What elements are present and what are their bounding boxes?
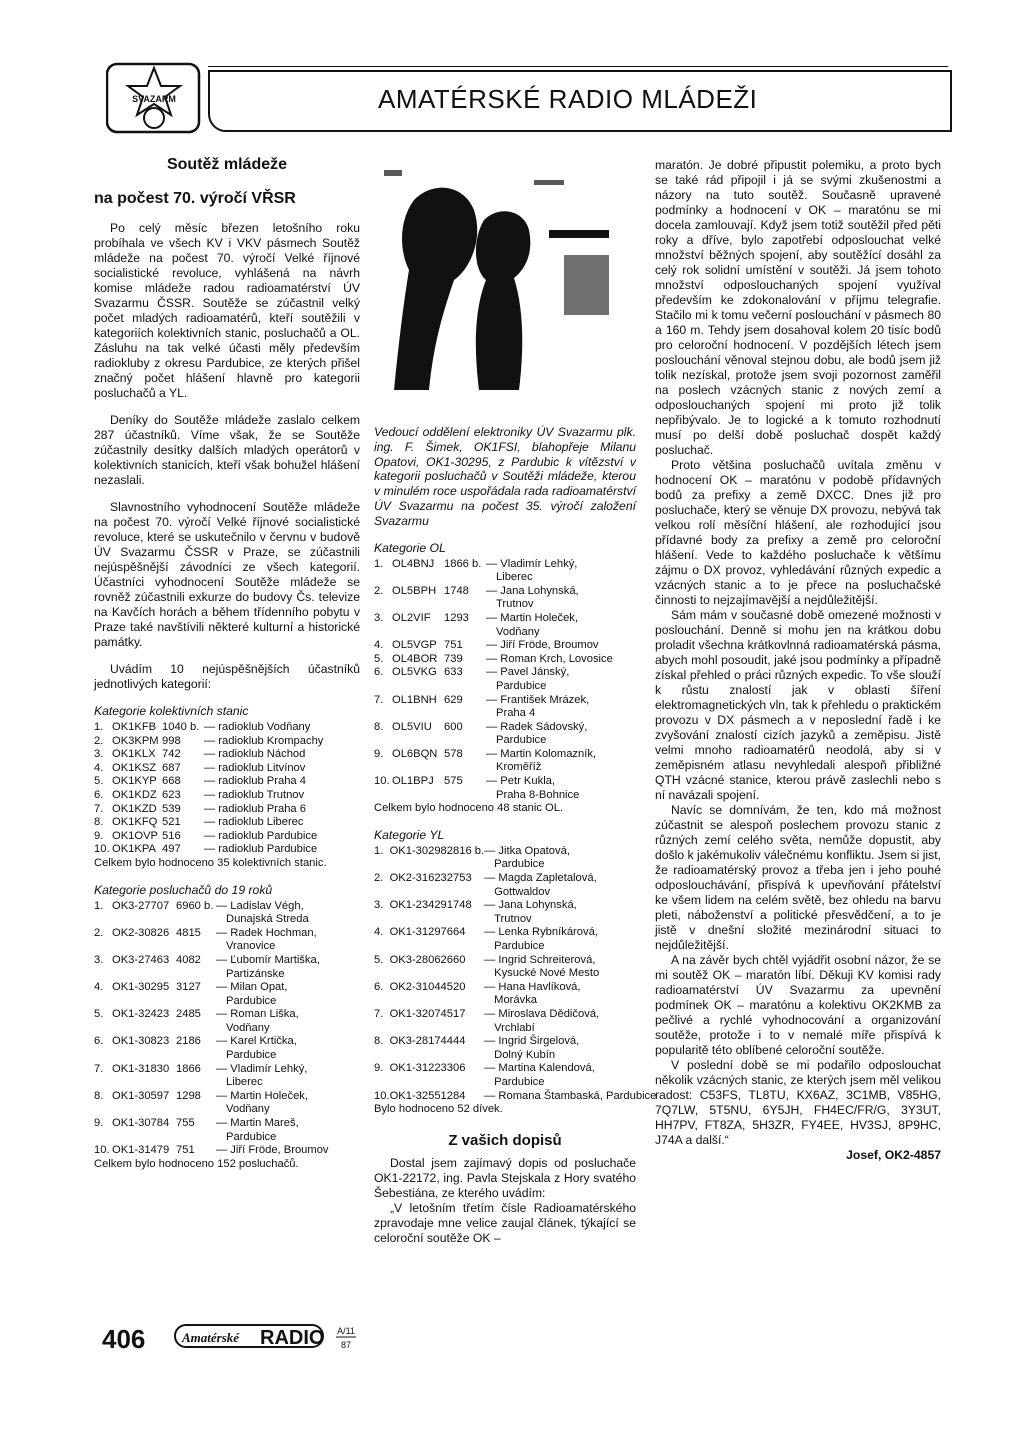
name-cell: — radioklub Pardubice	[204, 829, 318, 842]
name-cell: — Martin Mareš,	[216, 1117, 299, 1130]
table-row	[374, 872, 656, 886]
city-cell: Pardubice	[494, 1075, 545, 1088]
table-row-continuation	[374, 734, 636, 748]
callsign-cell: OL1BPJ	[392, 775, 434, 788]
article-title-line2: na počest 70. výročí VŘSR	[94, 190, 296, 207]
table-row	[94, 954, 356, 968]
rank-cell: 1.	[374, 557, 384, 570]
rank-cell: 2.	[374, 872, 384, 885]
table-row	[94, 735, 354, 749]
city-cell: Dunajská Streda	[226, 913, 309, 926]
callsign-cell: OK1-32423	[112, 1008, 170, 1021]
callsign-cell: OK3-27463	[112, 953, 170, 966]
name-cell: — Jiří Fröde, Broumov	[486, 639, 599, 652]
issue-year: 87	[340, 1340, 352, 1350]
city-cell: Kroměříž	[496, 761, 542, 774]
letters-intro: Dostal jsem zajímavý dopis od posluchače OK1-22172, ing. Pavla Stejskala z Hory svatého Šebestiána, ze kterého uvádím:	[374, 1155, 636, 1200]
name-cell: — František Mrázek,	[486, 693, 590, 706]
name-cell: — Ladislav Végh,	[216, 899, 304, 912]
poslu-table	[94, 900, 356, 1158]
rank-cell: 3.	[94, 953, 104, 966]
rank-cell: 7.	[94, 1062, 104, 1075]
yl-table	[374, 845, 656, 1103]
rank-cell: 6.	[94, 788, 104, 801]
name-cell: — Vladimír Lehký,	[486, 557, 578, 570]
points-cell: 517	[446, 1007, 466, 1020]
header-rule	[208, 66, 948, 67]
table-row-continuation	[374, 707, 636, 721]
points-cell: 3127	[176, 981, 201, 994]
left-column	[94, 155, 360, 1171]
points-cell: 751	[444, 639, 463, 652]
callsign-cell: OK1-30597	[112, 1089, 170, 1102]
points-cell: 633	[444, 666, 463, 679]
article-para2: Deníky do Soutěže mládeže zaslalo celkem 287 účastníků. Víme však, že se Soutěže zúčastnily desítky dalších mladých operátorů v kolektivních stanicích, kteří však bohužel hlášení nezaslali.	[94, 413, 360, 487]
table-row-continuation	[374, 789, 636, 803]
callsign-cell: OK1-31830	[112, 1062, 170, 1075]
table-row	[374, 639, 636, 653]
rank-cell: 1.	[94, 899, 104, 912]
table-row-continuation	[374, 571, 636, 585]
table-row-continuation	[94, 968, 356, 982]
callsign-cell: OL4BOR	[392, 652, 438, 665]
city-cell: Vranovice	[226, 940, 276, 953]
name-cell: — Jitka Opatová,	[484, 844, 570, 857]
name-cell: — Roman Krch, Lovosice	[486, 652, 613, 665]
table-row	[374, 666, 636, 680]
points-cell: 1866 b.	[444, 557, 482, 570]
name-cell: — radioklub Trutnov	[204, 788, 305, 801]
points-cell: 668	[162, 775, 181, 788]
svazarm-logo	[106, 62, 202, 134]
table-row	[374, 558, 636, 572]
city-cell: Trutnov	[496, 598, 534, 611]
points-cell: 520	[446, 980, 466, 993]
kolektiv-heading: Kategorie kolektivních stanic	[94, 704, 249, 718]
yl-total: Bylo hodnoceno 52 dívek.	[374, 1103, 503, 1116]
issue-number: A/11	[337, 1326, 355, 1336]
city-cell: Vodňany	[226, 1021, 270, 1034]
right-p4: Navíc se domnívám, že ten, kdo má možnost zúčastnit se alespoň poslechem provozu stanic z různých zemí celého světa, nemůže dopustit, aby došlo k jakémukoliv válečnému konfliktu. Jsem si jist, že radioamatérský provoz a třeba jen i jeho pouhé odposlouchávání, přispívá k upevňování přátelství ke všem lidem na celém světě, bez ohledu na barvu pleti, náboženství a politické přesvědčení, a to je jistě v dnešní složité mezinárodní situaci to nejdůležitější.	[655, 803, 941, 952]
rank-cell: 2.	[374, 584, 384, 597]
name-cell: — radioklub Náchod	[204, 748, 306, 761]
table-row	[94, 748, 354, 762]
callsign-cell: OK2-30826	[112, 926, 170, 939]
photo	[374, 160, 636, 420]
name-cell: — Magda Zapletalová,	[484, 872, 597, 885]
rank-cell: 8.	[94, 816, 104, 829]
points-cell: 742	[162, 748, 181, 761]
table-row	[94, 830, 354, 844]
right-p3: Sám mám v současné době omezené možnosti v poslouchání. Denně si mohu jen na krátkou dobu proladit všechna krátkovlnná radioamatérská pásma, abych mohl posoudit, jaké jsou podmínky a případně získal přehled o práci různých expedic. To vše slouží k růstu znalostí jak v oblasti šíření elektromagnetických vln, tak k přehledu o praktickém provozu v DX pásmech a v neposlední řadě i ke zvyšování znalostí cizích jazyků a zeměpisu. Jistě velmi mnoho radioamatérů neodolá, aby si v zeměpisném atlasu nevyhledali alespoň přibližné QTH vzácné stanice, kterou právě zaslechli nebo s ní navázali spojení.	[655, 608, 941, 802]
table-row	[94, 1117, 356, 1131]
table-row-continuation	[94, 1131, 356, 1145]
callsign-cell: OK1-23429	[389, 899, 447, 912]
table-row	[374, 845, 656, 859]
points-cell: 4082	[176, 953, 201, 966]
rank-cell: 9.	[94, 829, 104, 842]
rank-cell: 7.	[374, 1007, 384, 1020]
table-row	[94, 843, 354, 857]
table-row	[94, 1090, 356, 1104]
callsign-cell: OL5BPH	[392, 584, 437, 597]
table-row	[94, 721, 354, 735]
callsign-cell: OK1KFQ	[112, 816, 158, 829]
points-cell: 284	[446, 1089, 466, 1102]
poslu-heading: Kategorie posluchačů do 19 roků	[94, 882, 273, 897]
section-title: AMATÉRSKÉ RADIO MLÁDEŽI	[378, 84, 758, 114]
rank-cell: 10.	[374, 775, 390, 788]
table-row	[374, 899, 656, 913]
points-cell: 497	[162, 843, 181, 856]
callsign-cell: OK1KYP	[112, 775, 157, 788]
rank-cell: 8.	[94, 1089, 104, 1102]
table-row-continuation	[374, 1049, 656, 1063]
city-cell: Pardubice	[226, 1130, 277, 1143]
rank-cell: 4.	[374, 639, 384, 652]
rank-cell: 5.	[374, 953, 384, 966]
rank-cell: 10.	[94, 1144, 110, 1157]
ol-table	[374, 558, 636, 803]
city-cell: Pardubice	[496, 679, 547, 692]
name-cell: — Ľubomír Martiška,	[216, 953, 320, 966]
table-row-continuation	[374, 967, 656, 981]
ol-heading: Kategorie OL	[374, 540, 446, 555]
table-row-continuation	[374, 598, 636, 612]
callsign-cell: OL4BNJ	[392, 557, 435, 570]
name-cell: — Jana Lohynská,	[484, 899, 577, 912]
points-cell: 1866	[176, 1062, 201, 1075]
callsign-cell: OL5VIU	[392, 720, 432, 733]
callsign-cell: OK1-30295	[112, 981, 170, 994]
city-cell: Vodňany	[226, 1103, 270, 1116]
rank-cell: 7.	[94, 802, 104, 815]
table-row-continuation	[374, 858, 656, 872]
rank-cell: 3.	[94, 748, 104, 761]
table-row	[94, 1035, 356, 1049]
table-row	[94, 789, 354, 803]
name-cell: — radioklub Praha 6	[204, 802, 306, 815]
right-p2: Proto většina posluchačů uvítala změnu v hodnocení OK – maratónu v podobě přídavných bodů za prefixy a země DXCC. Dnes již pro posluchače, který se věnuje DX provozu, nebývá tak velkou rolí měsíční hlášení, ale rozhodující jsou přídavné body za prefixy a země pro celoroční hlášení. Vede to každého posluchače k většímu zájmu o DX provoz, vyhledávání různých expedic a vzácných stanic a to je přece na posluchačské činnosti to nejzajímavější a nejdůležitější.	[655, 458, 941, 607]
article-title-line1: Soutěž mládeže	[166, 156, 288, 173]
table-row	[94, 803, 354, 817]
points-cell: 1748	[444, 584, 469, 597]
table-row	[374, 1062, 656, 1076]
table-row	[374, 653, 636, 667]
city-cell: Vrchlabí	[494, 1021, 535, 1034]
name-cell: — Jana Lohynská,	[486, 584, 579, 597]
name-cell: — Milan Opat,	[216, 981, 288, 994]
callsign-cell: OK1-31479	[112, 1144, 170, 1157]
table-row-continuation	[94, 1049, 356, 1063]
table-row	[374, 775, 636, 789]
rank-cell: 4.	[374, 926, 384, 939]
points-cell: 755	[176, 1117, 195, 1130]
article-para4: Uvádím 10 nejúspěšnějších účastníků jednotlivých kategorií:	[94, 662, 360, 691]
name-cell: — Martin Holeček,	[216, 1089, 309, 1102]
callsign-cell: OK1-32074	[389, 1007, 447, 1020]
city-cell: Dolný Kubín	[494, 1048, 556, 1061]
name-cell: — Petr Kukla,	[486, 775, 556, 788]
city-cell: Liberec	[226, 1076, 263, 1089]
table-row	[374, 748, 636, 762]
points-cell: 1748	[446, 899, 472, 912]
city-cell: Pardubice	[494, 940, 545, 953]
right-p1: maratón. Je dobré připustit polemiku, a proto bych se také rád připojil i já se svými zkušenostmi a názory na tuto soutěž. Současně upravené podmínky a hodnocení v OK – maratónu se mi docela zamlouvají. Když jsem totiž soutěžil před pěti roky a dříve, bylo zapotřebí odposlouchat velké množství běžných spojení, aby soutěžící dosáhl za celý rok solidní umístění v soutěži. Já jsem tohoto množství odposlouchaných spojení využíval především ke zdokonalování v příjmu telegrafie. Stačilo mi k tomu večerní poslouchání v pásmech 80 a 160 m. Tehdy jsem dosahoval kolem 20 tisíc bodů pro celoroční hodnocení. V pozdějších létech jsem poslouchání věnoval stejnou dobu, ale bodů jsem již tolik nezískal, protože jsem svoji pozornost zaměřil na poslech vzácných stanic z nových zemí a odposlouchaných spojení mi proto již tolik nepřibývalo. Je to logické a k tomuto rozhodnutí musí po delší době posluchač dospět každý posluchač.	[655, 158, 941, 457]
callsign-cell: OK3KPM	[112, 734, 159, 747]
table-row-continuation	[94, 1103, 356, 1117]
points-cell: 444	[446, 1035, 466, 1048]
kolektiv-total: Celkem bylo hodnoceno 35 kolektivních stanic.	[94, 856, 327, 869]
callsign-cell: OK1KLX	[112, 748, 156, 761]
table-row	[94, 1008, 356, 1022]
rank-cell: 1.	[374, 844, 384, 857]
name-cell: — Martin Holeček,	[486, 611, 579, 624]
points-cell: 4815	[176, 926, 201, 939]
rank-cell: 1.	[94, 721, 104, 733]
name-cell: — Romana Štambaská, Pardubice	[484, 1089, 657, 1102]
rank-cell: 9.	[374, 747, 384, 760]
name-cell: — Jiří Fröde, Broumov	[216, 1144, 329, 1157]
points-cell: 1293	[444, 611, 469, 624]
points-cell: 739	[444, 652, 463, 665]
points-cell: 6960 b.	[176, 899, 214, 912]
article-para3: Slavnostního vyhodnocení Soutěže mládeže na počest 70. výročí Velké říjnové socialistické revoluce, které se uskutečnilo v červnu v budově ÚV Svazarmu ČSSR v Praze, se zúčastnili nejúspěšnější závodníci ze všech kategorií. Účastníci vyhodnocení Soutěže mládeže se rovněž zúčastnili exkurze do budovy Čs. televize na Kavčích horách a během třídenního pobytu v Praze také navštívili některé kulturní a historické památky.	[94, 500, 360, 649]
city-cell: Pardubice	[496, 734, 547, 747]
photo-caption: Vedoucí oddělení elektroniky ÚV Svazarmu plk. ing. F. Šimek, OK1FSI, blahopřeje Milanu Opatovi, OK1-30295, z Pardubic k vítězství v kategorii posluchačů v Soutěži mládeže, kterou v minulém roce uspořádala rada radioamatérství ÚV Svazarmu na počest 35. výročí založení Svazarmu	[374, 425, 636, 528]
points-cell: 521	[162, 816, 181, 829]
callsign-cell: OK1KDZ	[112, 788, 157, 801]
rank-cell: 9.	[94, 1117, 104, 1130]
city-cell: Pardubice	[226, 1049, 277, 1062]
name-cell: — Karel Krtička,	[216, 1035, 297, 1048]
table-row	[94, 981, 356, 995]
points-cell: 1040 b.	[162, 721, 200, 733]
table-row-continuation	[94, 995, 356, 1009]
callsign-cell: OK3-28062	[389, 953, 447, 966]
table-row	[94, 775, 354, 789]
table-row	[374, 981, 656, 995]
logo-text: SVAZARM	[132, 94, 176, 104]
table-row	[94, 900, 356, 914]
points-cell: 578	[444, 747, 463, 760]
callsign-cell: OK3-28174	[389, 1035, 447, 1048]
name-cell: — radioklub Praha 4	[204, 775, 306, 788]
callsign-cell: OK3-27707	[112, 899, 170, 912]
name-cell: — radioklub Pardubice	[204, 843, 318, 856]
callsign-cell: OK1KPA	[112, 843, 156, 856]
rank-cell: 3.	[374, 899, 384, 912]
name-cell: — Miroslava Dědičová,	[484, 1007, 600, 1020]
points-cell: 664	[446, 926, 466, 939]
callsign-cell: OL1BNH	[392, 693, 437, 706]
mag-logo-script: Amatérské	[182, 1330, 240, 1345]
table-row	[94, 762, 354, 776]
table-row	[94, 927, 356, 941]
city-cell: Pardubice	[494, 858, 545, 871]
points-cell: 660	[446, 953, 466, 966]
points-cell: 539	[162, 802, 181, 815]
poslu-total: Celkem bylo hodnoceno 152 posluchačů.	[94, 1157, 299, 1170]
points-cell: 1298	[176, 1089, 201, 1102]
points-cell: 2186	[176, 1035, 201, 1048]
table-row-continuation	[374, 1076, 656, 1090]
points-cell: 306	[446, 1062, 466, 1075]
points-cell: 623	[162, 788, 181, 801]
rank-cell: 7.	[374, 693, 384, 706]
callsign-cell: OK1-32551	[389, 1089, 447, 1102]
rank-cell: 2.	[94, 734, 104, 747]
table-row	[374, 1035, 656, 1049]
callsign-cell: OK1KFB	[112, 721, 157, 733]
signature: Josef, OK2-4857	[846, 1148, 941, 1162]
rank-cell: 5.	[94, 775, 104, 788]
callsign-cell: OK1-30298	[389, 844, 447, 857]
callsign-cell: OK2-31623	[389, 872, 447, 885]
callsign-cell: OK1-31223	[389, 1062, 447, 1075]
name-cell: — radioklub Vodňany	[204, 721, 311, 733]
rank-cell: 2.	[94, 926, 104, 939]
city-cell: Partizánske	[226, 967, 285, 980]
table-row-continuation	[374, 1022, 656, 1036]
table-row-continuation	[374, 680, 636, 694]
table-row	[94, 1063, 356, 1077]
points-cell: 2485	[176, 1008, 201, 1021]
city-cell: Praha 4	[496, 707, 536, 720]
city-cell: Vodňany	[496, 625, 540, 638]
city-cell: Praha 8-Bohnice	[496, 788, 580, 801]
table-row	[374, 954, 656, 968]
points-cell: 2816 b.	[446, 844, 485, 857]
city-cell: Liberec	[496, 571, 533, 584]
callsign-cell: OK2-31044	[389, 980, 447, 993]
rank-cell: 6.	[374, 666, 384, 679]
page-number: 406	[102, 1324, 146, 1354]
callsign-cell: OK1KSZ	[112, 761, 157, 774]
name-cell: — radioklub Litvínov	[204, 761, 306, 774]
name-cell: — radioklub Liberec	[204, 816, 304, 829]
name-cell: — Ingrid Schreiterová,	[484, 953, 596, 966]
rank-cell: 9.	[374, 1062, 384, 1075]
callsign-cell: OK1OVP	[112, 829, 159, 842]
table-row-continuation	[374, 913, 656, 927]
name-cell: — Pavel Jánský,	[486, 666, 570, 679]
table-row	[374, 1090, 656, 1104]
callsign-cell: OL2VIF	[392, 611, 431, 624]
rank-cell: 8.	[374, 1035, 384, 1048]
name-cell: — Radek Sádovský,	[486, 720, 588, 733]
points-cell: 516	[162, 829, 181, 842]
city-cell: Kysucké Nové Mesto	[494, 967, 600, 980]
name-cell: — Martin Kolomazník,	[486, 747, 597, 760]
points-cell: 998	[162, 734, 181, 747]
table-row	[94, 816, 354, 830]
points-cell: 2753	[446, 872, 472, 885]
points-cell: 687	[162, 761, 181, 774]
kolektiv-table	[94, 721, 354, 857]
city-cell: Morávka	[494, 994, 538, 1007]
table-row-continuation	[374, 994, 656, 1008]
table-row-continuation	[374, 886, 656, 900]
article-intro: Po celý měsíc březen letošního roku probíhala ve všech KV i VKV pásmech Soutěž mládeže na počest 70. výročí Velké říjnové socialistické revoluce, vyhlášená na návrh komise mládeže radou radioamatérství ÚV Svazarmu ČSSR. Soutěže se zúčastnil velký počet mladých radioamatérů, kteří soutěžili v kategoriích kolektivních stanic, posluchačů a OL. Zásluhu na tak velké účasti měly především radiokluby z okresu Pardubice, ze kterých přišel značný počet hlášení hlavně pro kategorii posluchačů a YL.	[94, 221, 360, 400]
callsign-cell: OK1-30823	[112, 1035, 170, 1048]
table-row	[374, 694, 636, 708]
callsign-cell: OK1KZD	[112, 802, 157, 815]
callsign-cell: OL6BQN	[392, 747, 438, 760]
table-row-continuation	[374, 761, 636, 775]
points-cell: 575	[444, 775, 463, 788]
mag-logo-word: RADIO	[260, 1327, 325, 1349]
name-cell: — Roman Liška,	[216, 1008, 299, 1021]
table-row	[374, 585, 636, 599]
ol-total: Celkem bylo hodnoceno 48 stanic OL.	[374, 802, 564, 815]
table-row-continuation	[94, 913, 356, 927]
rank-cell: 3.	[374, 611, 384, 624]
rank-cell: 4.	[94, 761, 104, 774]
rank-cell: 8.	[374, 720, 384, 733]
yl-heading: Kategorie YL	[374, 827, 445, 842]
callsign-cell: OK1-30784	[112, 1117, 170, 1130]
table-row-continuation	[374, 626, 636, 640]
table-row-continuation	[94, 940, 356, 954]
magazine-logo	[174, 1321, 366, 1351]
points-cell: 600	[444, 720, 463, 733]
callsign-cell: OL5VGP	[392, 639, 437, 652]
rank-cell: 4.	[94, 981, 104, 994]
table-row-continuation	[374, 940, 656, 954]
points-cell: 751	[176, 1144, 195, 1157]
right-p6: V poslední době se mi podařilo odposlouchat několik vzácných stanic, ze kterých jsem měl velikou radost: C53FS, TL8TU, KX6AZ, 3C1MB, V85HG, 7Q7LW, 5T5NU, 6Y5JH, FH4EC/FR/G, 3Y3UT, HH7PV, FT8ZA, 5H3ZR, FY4EE, HV3SJ, 8P9HC, J74A a další.“	[655, 1058, 941, 1147]
city-cell: Gottwaldov	[494, 885, 551, 898]
city-cell: Pardubice	[226, 994, 277, 1007]
middle-column	[374, 425, 657, 1246]
city-cell: Trutnov	[494, 912, 532, 925]
name-cell: — Lenka Rybníkárová,	[484, 926, 598, 939]
callsign-cell: OL5VKG	[392, 666, 437, 679]
table-row	[94, 1144, 356, 1158]
table-row-continuation	[94, 1022, 356, 1036]
table-row-continuation	[94, 1076, 356, 1090]
name-cell: — Vladimír Lehký,	[216, 1062, 308, 1075]
rank-cell: 10.	[94, 843, 110, 856]
name-cell: — Ingrid Širgelová,	[484, 1035, 580, 1048]
right-column	[655, 158, 941, 1163]
table-row	[374, 926, 656, 940]
callsign-cell: OK1-31297	[389, 926, 447, 939]
name-cell: — Martina Kalendová,	[484, 1062, 595, 1075]
rank-cell: 5.	[374, 652, 384, 665]
points-cell: 629	[444, 693, 463, 706]
name-cell: — Radek Hochman,	[216, 926, 317, 939]
rank-cell: 6.	[94, 1035, 104, 1048]
rank-cell: 5.	[94, 1008, 104, 1021]
letters-heading: Z vašich dopisů	[448, 1131, 562, 1149]
table-row	[374, 612, 636, 626]
name-cell: — Hana Havlíková,	[484, 980, 581, 993]
rank-cell: 10.	[374, 1089, 390, 1102]
letters-quote: „V letošním třetím čísle Radioamatérského zpravodaje mne velice zaujal článek, týkající se celoroční soutěže OK –	[374, 1200, 636, 1245]
table-row	[374, 1008, 656, 1022]
table-row	[374, 721, 636, 735]
right-p5: A na závěr bych chtěl vyjádřit osobní názor, že se mi soutěž OK – maratón líbí. Děkuji KV komisi rady radioamatérství ÚV Svazarmu za upevnění podmínek OK – maratónu a kolektivu OK2KMB za pečlivé a rychlé vyhodnocování a organizování soutěže, protože i to v nemalé míře přispívá k popularitě této oblíbené celoroční soutěže.	[655, 953, 941, 1057]
rank-cell: 6.	[374, 980, 384, 993]
name-cell: — radioklub Krompachy	[204, 734, 324, 747]
